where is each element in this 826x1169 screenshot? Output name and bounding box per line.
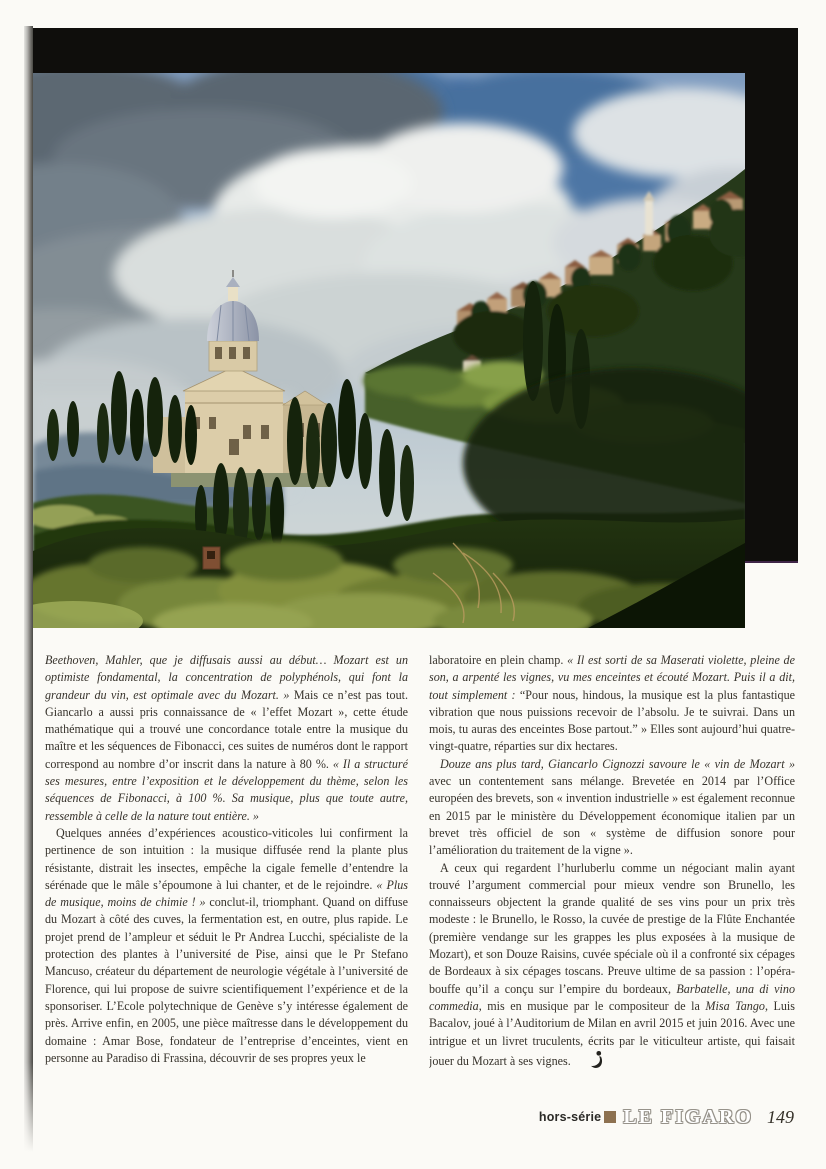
article-paragraph: Beethoven, Mahler, que je diffusais aussi au début… Mozart est un optimiste fondamental, la concentration de polyphénols, qui font la grandeur du vin, est optimale avec du Mozart. » Mais ce n’est pas tout. Giancarlo a aussi pris connaissance de « l’effet Mozart », cette étude mathématique qui a trouvé une concordance totale entre la musique du maître et les séquences de Fibonacci, ces suites de numéros dont le rapport correspond au nombre d’or inscrit dans la nature à 80 %. « Il a structuré ses mesures, entre l’exposition et le développement du thème, selon les séquences de Fibonacci, à 100 %. Sa musique, plus que toute autre, ressemble à celle de la nature tout entière. »	[45, 653, 408, 823]
photo-frame-top-band	[33, 28, 798, 73]
edition-label: hors-série	[538, 1110, 602, 1124]
le-figaro-logo: LE FIGARO	[623, 1105, 753, 1128]
article-paragraph: laboratoire en plein champ. « Il est sorti de sa Maserati violette, pleine de son, a arpenté les vignes, vu mes enceintes et écouté Mozart. Puis il a dit, tout simplement : “Pour nous, hindous, la musique est la plus fantastique vibration que nous puissions recevoir de l’absolu. Je te suivrai. Dans un mois, tu auras des enceintes Bose partout.” » Elles sont aujourd’hui quatre-vingt-quatre, réparties sur dix hectares.	[429, 653, 795, 754]
page-gutter-shadow	[24, 26, 33, 1152]
montepulciano-photo-illustration	[33, 73, 745, 628]
article-paragraph: Quelques années d’expériences acoustico-viticoles lui confirment la pertinence de son intuition : la musique diffusée rend la plante plus résistante, distrait les insectes, empêche la cigale femelle d’entendre la sérénade que le mâle s’époumone à lui chanter, et de le rejoindre. « Plus de musique, moins de chimie ! » conclut-il, triomphant. Quand on diffuse du Mozart à côté des cuves, la fermentation est, en outre, plus rapide. Le projet prend de l’ampleur et séduit le Pr Andrea Lucchi, spécialiste de la protection des plantes à l’université de Pise, ainsi que le Pr Stefano Mancuso, créateur du département de neurologie végétale à l’université de Florence, qui lui propose de suivre scientifiquement l’expérience et de la sponsoriser. L’Ecole polytechnique de Genève s’y intéresse également de près. Arrive enfin, en 2005, une pièce maîtresse dans le développement du domaine : Amar Bose, fondateur de l’entreprise d’enceintes, vient en personne au Paradiso di Frassina, découvrir de ses propres yeux le	[45, 825, 408, 1065]
article-paragraph: A ceux qui regardent l’hurluberlu comme un négociant malin ayant trouvé l’argument commercial pour mieux vendre son Brunello, les connaisseurs objectent la grande qualité de ses vins pour un prix très modeste : le Brunello, le Rosso, la cuvée de prestige de la Flûte Enchantée (première vendange sur les grappes les plus exposées à la musique de Mozart), et son Douze Raisins, cuvée spéciale où il a confronté six cépages de Bordeaux à six cépages toscans. Preuve ultime de sa passion : l’opéra-bouffe qu’il a conçu sur l’empire du bordeaux, Barbatelle, una di vino commedia, mis en musique par le compositeur de la Misa Tango, Luis Bacalov, joué à l’Auditorium de Milan en avril 2015 et juin 2016. Avec une intrigue et un livret truculents, écrits par le viticulteur artiste, qui faisait jouer du Mozart à ses vignes.	[429, 860, 795, 1075]
article-column-left	[45, 652, 408, 1098]
leaf-flourish-end-of-article-icon	[579, 1050, 603, 1074]
article-column-right	[429, 652, 795, 1098]
page-number: 149	[767, 1106, 794, 1127]
article-paragraph: Douze ans plus tard, Giancarlo Cignozzi savoure le « vin de Mozart » avec un contentement sans mélange. Brevetée en 2014 par l’Office européen des brevets, son « invention industrielle » est également reconnue en 2015 par le ministère du Développement économique italien par un brevet très officiel de son « système de diffusion sonore pour l’amélioration du traitement de la vigne ».	[429, 756, 795, 858]
footer-square-mark	[604, 1111, 616, 1123]
photo-frame-right-band	[745, 28, 798, 563]
montepulciano-photo	[33, 73, 745, 628]
page-footer	[539, 1105, 794, 1129]
dome-lantern	[228, 287, 238, 301]
